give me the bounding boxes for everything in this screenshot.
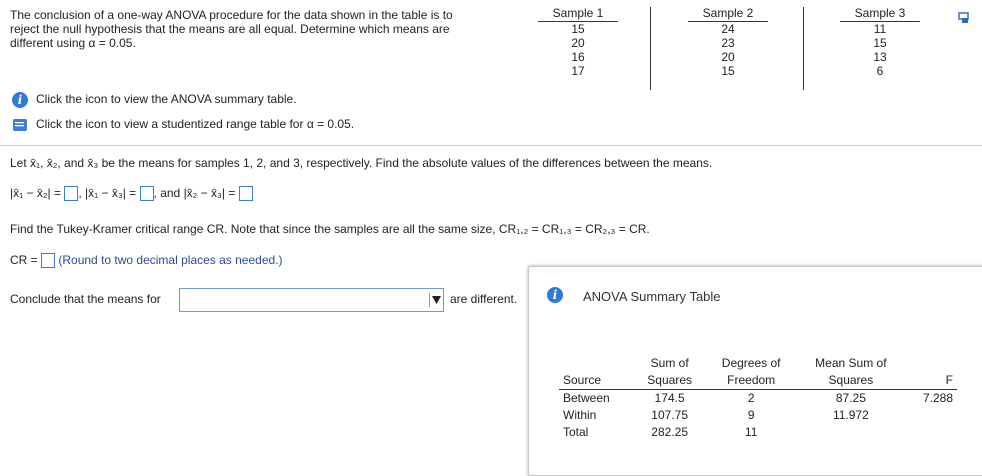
sample-value: 24 — [721, 22, 735, 36]
means-dropdown[interactable] — [179, 288, 444, 312]
cr-label: CR = — [10, 253, 38, 267]
table-cell: 11 — [744, 425, 758, 439]
header-top-cell: Mean Sum of — [815, 356, 887, 370]
sample-value: 15 — [873, 36, 887, 50]
sample-1-header: Sample 1 — [538, 7, 618, 22]
cr-hint: (Round to two decimal places as needed.) — [58, 253, 283, 267]
anova-link-row[interactable] — [12, 92, 297, 108]
table-cell: 87.25 — [835, 391, 866, 405]
table-row — [559, 424, 957, 441]
are-different-label: are different. — [450, 292, 518, 306]
table-row — [559, 407, 957, 424]
sample-2-header: Sample 2 — [688, 7, 768, 22]
table-cell — [905, 407, 957, 424]
header-top-cell: Sum of — [650, 356, 689, 370]
table-cell: 11.972 — [832, 408, 869, 422]
anova-link-text: Click the icon to view the ANOVA summary table. — [36, 92, 297, 107]
cr-row — [10, 253, 283, 268]
column-divider — [803, 7, 804, 90]
section-divider — [0, 145, 982, 146]
header-top-cell — [905, 355, 957, 372]
sample-value: 6 — [876, 64, 884, 78]
anova-header-row — [559, 372, 957, 390]
sample-3-column — [840, 7, 920, 78]
range-table-link-row[interactable] — [12, 117, 354, 132]
sample-value: 20 — [721, 50, 735, 64]
header-cell: Freedom — [727, 373, 776, 387]
cr-answer-box[interactable] — [41, 253, 55, 268]
table-cell: 9 — [747, 408, 755, 422]
anova-table — [559, 355, 957, 441]
table-cell: 174.5 — [654, 391, 685, 405]
table-cell — [797, 424, 905, 441]
anova-summary-popup — [528, 266, 982, 476]
column-divider — [650, 7, 651, 90]
table-cell: 107.75 — [651, 408, 688, 422]
copy-data-icon[interactable] — [958, 10, 972, 24]
book-icon[interactable] — [12, 118, 28, 132]
sample-1-column — [538, 7, 618, 78]
difference-row: |x̄₁ − x̄₂| = , |x̄₁ − x̄₃| = , and |x̄₂ − x̄₃| = — [10, 186, 253, 201]
info-icon[interactable]: i — [12, 92, 28, 108]
sample-value: 23 — [721, 36, 735, 50]
table-cell: Within — [563, 408, 597, 422]
dropdown-arrow-icon[interactable] — [429, 293, 441, 307]
sample-value: 15 — [721, 64, 735, 78]
popup-info-icon: i — [547, 287, 571, 303]
header-cell: Squares — [828, 373, 874, 387]
header-top-cell: Degrees of — [721, 356, 781, 370]
sample-value: 16 — [571, 50, 585, 64]
range-link-text: Click the icon to view a studentized range table for α = 0.05. — [36, 117, 355, 131]
header-cell: Squares — [647, 373, 692, 387]
question-intro: The conclusion of a one-way ANOVA procedure for the data shown in the table is to reject the null hypothesis that the means are all equal. Determine which means are different using α = 0.05. — [10, 8, 453, 50]
sample-value: 15 — [571, 22, 585, 36]
header-cell: F — [945, 373, 953, 387]
sample-2-column — [688, 7, 768, 78]
anova-header-top-row — [559, 355, 957, 372]
table-cell: Total — [563, 425, 589, 439]
diff-23-label: |x̄₂ − x̄₃| = — [183, 186, 236, 200]
sample-value: 20 — [571, 36, 585, 50]
table-cell: Between — [563, 391, 610, 405]
table-cell: 7.288 — [922, 391, 953, 405]
table-cell: 2 — [747, 391, 755, 405]
diff-12-label: |x̄₁ − x̄₂| = — [10, 186, 61, 200]
conclude-label: Conclude that the means for — [10, 292, 161, 306]
sample-value: 17 — [571, 64, 585, 78]
and-label: and — [160, 186, 181, 200]
diff-13-label: |x̄₁ − x̄₃| = — [84, 186, 137, 200]
popup-title: ANOVA Summary Table — [583, 289, 721, 304]
diff-13-answer-box[interactable] — [140, 186, 154, 201]
header-cell: Source — [563, 373, 602, 387]
diff-23-answer-box[interactable] — [239, 186, 253, 201]
table-row — [559, 390, 957, 408]
header-top-cell — [559, 355, 634, 372]
part2-prompt: Find the Tukey-Kramer critical range CR. Note that since the samples are all the same size, CR₁,₂ = CR₁,₃ = CR₂,₃ = CR. — [10, 222, 650, 236]
sample-3-header: Sample 3 — [840, 7, 920, 22]
part1-prompt: Let x̄₁, x̄₂, and x̄₃ be the means for samples 1, 2, and 3, respectively. Find the absolute values of the differences between the means. — [10, 156, 713, 170]
diff-12-answer-box[interactable] — [64, 186, 78, 201]
sample-value: 11 — [873, 22, 887, 36]
table-cell: 282.25 — [651, 425, 688, 439]
table-cell — [905, 424, 957, 441]
sample-value: 13 — [873, 50, 887, 64]
